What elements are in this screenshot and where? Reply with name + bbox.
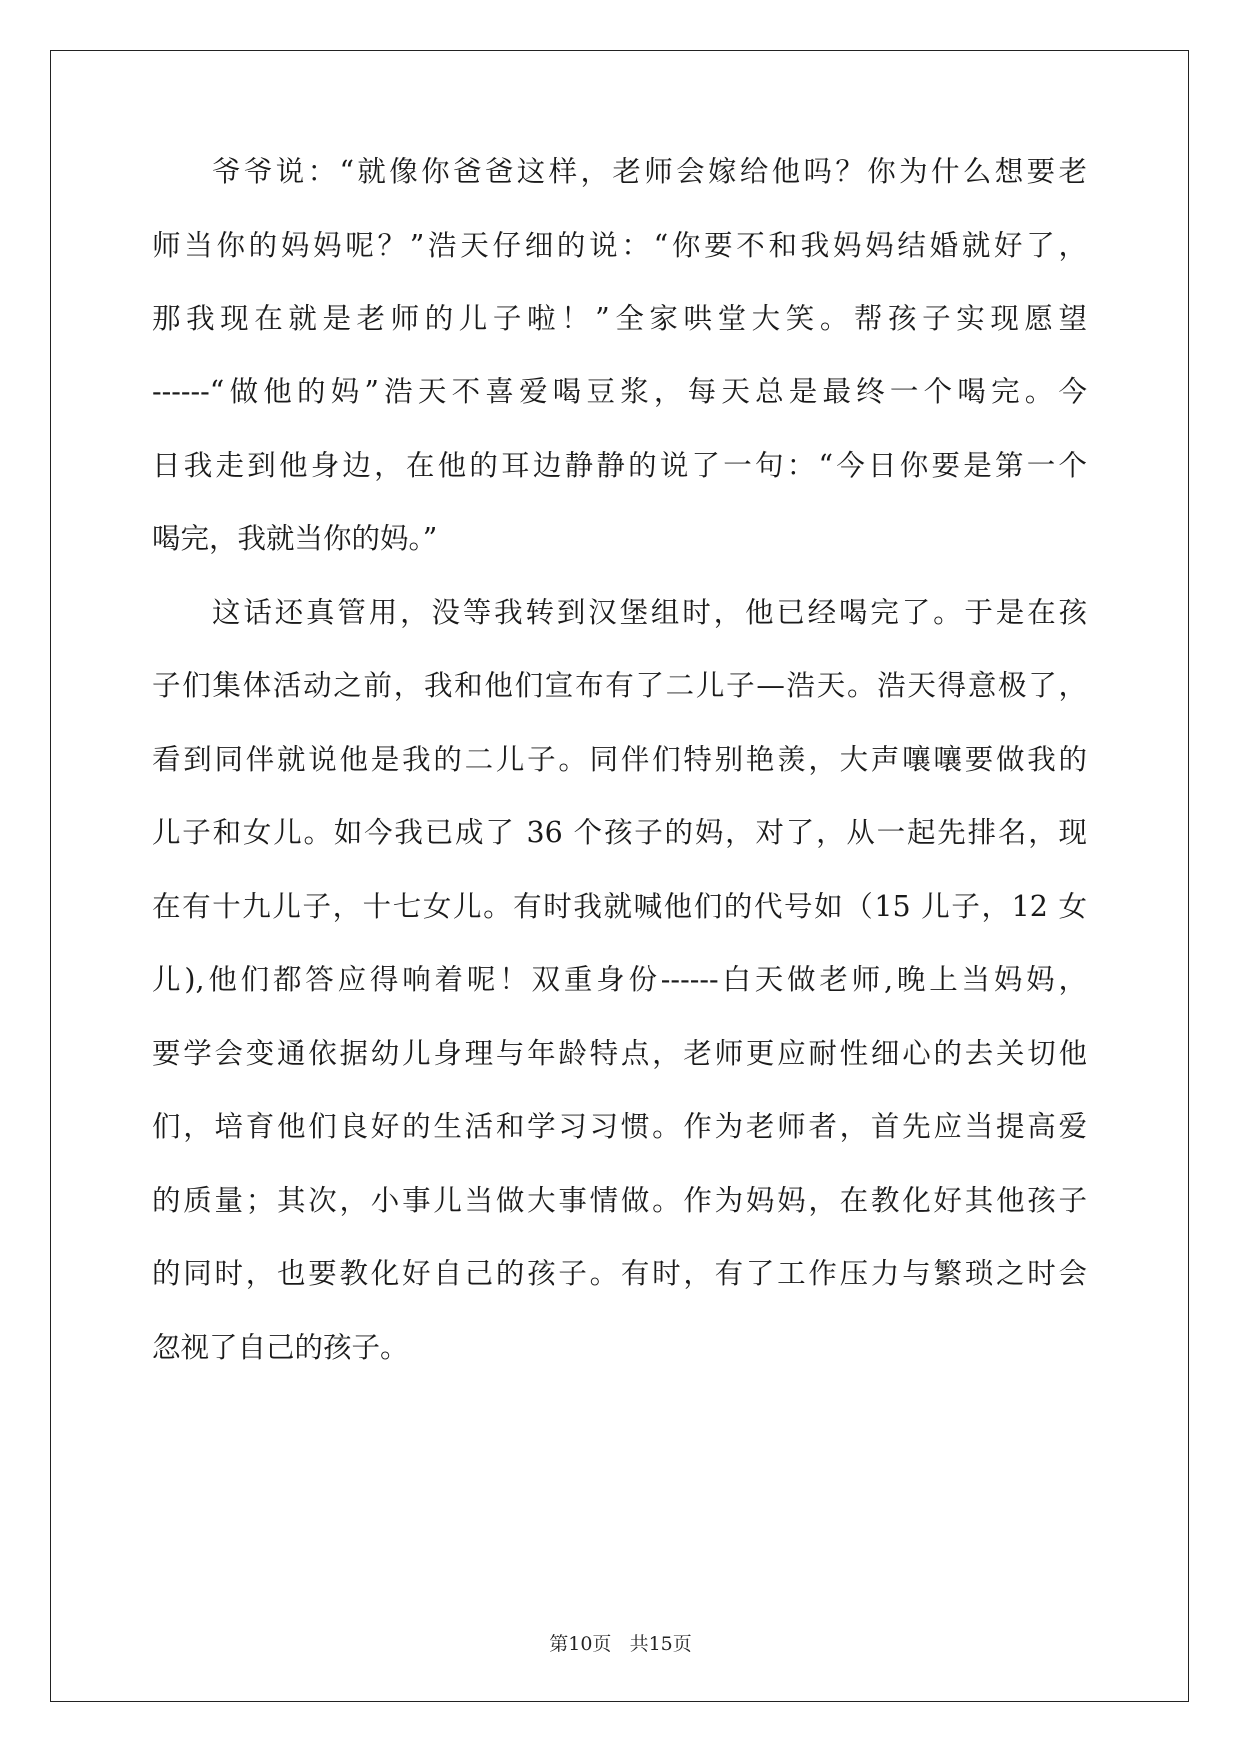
paragraph-line: ------“做他的妈”浩天不喜爱喝豆浆，每天总是最终一个喝完。今 (152, 375, 1087, 408)
paragraph-line: 们，培育他们良好的生活和学习习惯。作为老师者，首先应当提高爱 (152, 1110, 1087, 1143)
footer-spacer (611, 1633, 629, 1655)
paragraph-line: 师当你的妈妈呢？”浩天仔细的说：“你要不和我妈妈结婚就好了， (152, 229, 1087, 262)
paragraph-line: 儿),他们都答应得响着呢！双重身份------白天做老师,晚上当妈妈， (152, 963, 1087, 996)
paragraph-line: 喝完，我就当你的妈。” (152, 522, 438, 555)
paragraph-line: 爷爷说：“就像你爸爸这样，老师会嫁给他吗？你为什么想要老 (212, 155, 1087, 188)
paragraph-line: 的质量；其次，小事儿当做大事情做。作为妈妈，在教化好其他孩子 (152, 1184, 1087, 1217)
paragraph-line: 日我走到他身边，在他的耳边静静的说了一句：“今日你要是第一个 (152, 449, 1087, 482)
paragraph-line: 要学会变通依据幼儿身理与年龄特点，老师更应耐性细心的去关切他 (152, 1037, 1087, 1070)
page-footer (0, 1629, 1241, 1659)
paragraph-line: 子们集体活动之前，我和他们宣布有了二儿子—浩天。浩天得意极了， (152, 669, 1087, 702)
paragraph-line: 这话还真管用，没等我转到汉堡组时，他已经喝完了。于是在孩 (212, 596, 1087, 629)
paragraph-line: 看到同伴就说他是我的二儿子。同伴们特别艳羡，大声嚷嚷要做我的 (152, 743, 1087, 776)
paragraph-line: 忽视了自己的孩子。 (152, 1331, 409, 1364)
paragraph-line: 的同时，也要教化好自己的孩子。有时，有了工作压力与繁琐之时会 (152, 1257, 1087, 1290)
paragraph-line: 儿子和女儿。如今我已成了 36 个孩子的妈，对了，从一起先排名，现 (152, 816, 1087, 849)
paragraph-line: 那我现在就是老师的儿子啦！”全家哄堂大笑。帮孩子实现愿望 (152, 302, 1087, 335)
page-number: 第10页 (549, 1633, 612, 1655)
paragraph-line: 在有十九儿子，十七女儿。有时我就喊他们的代号如（15 儿子，12 女 (152, 890, 1087, 923)
page-total: 共15页 (629, 1633, 692, 1655)
